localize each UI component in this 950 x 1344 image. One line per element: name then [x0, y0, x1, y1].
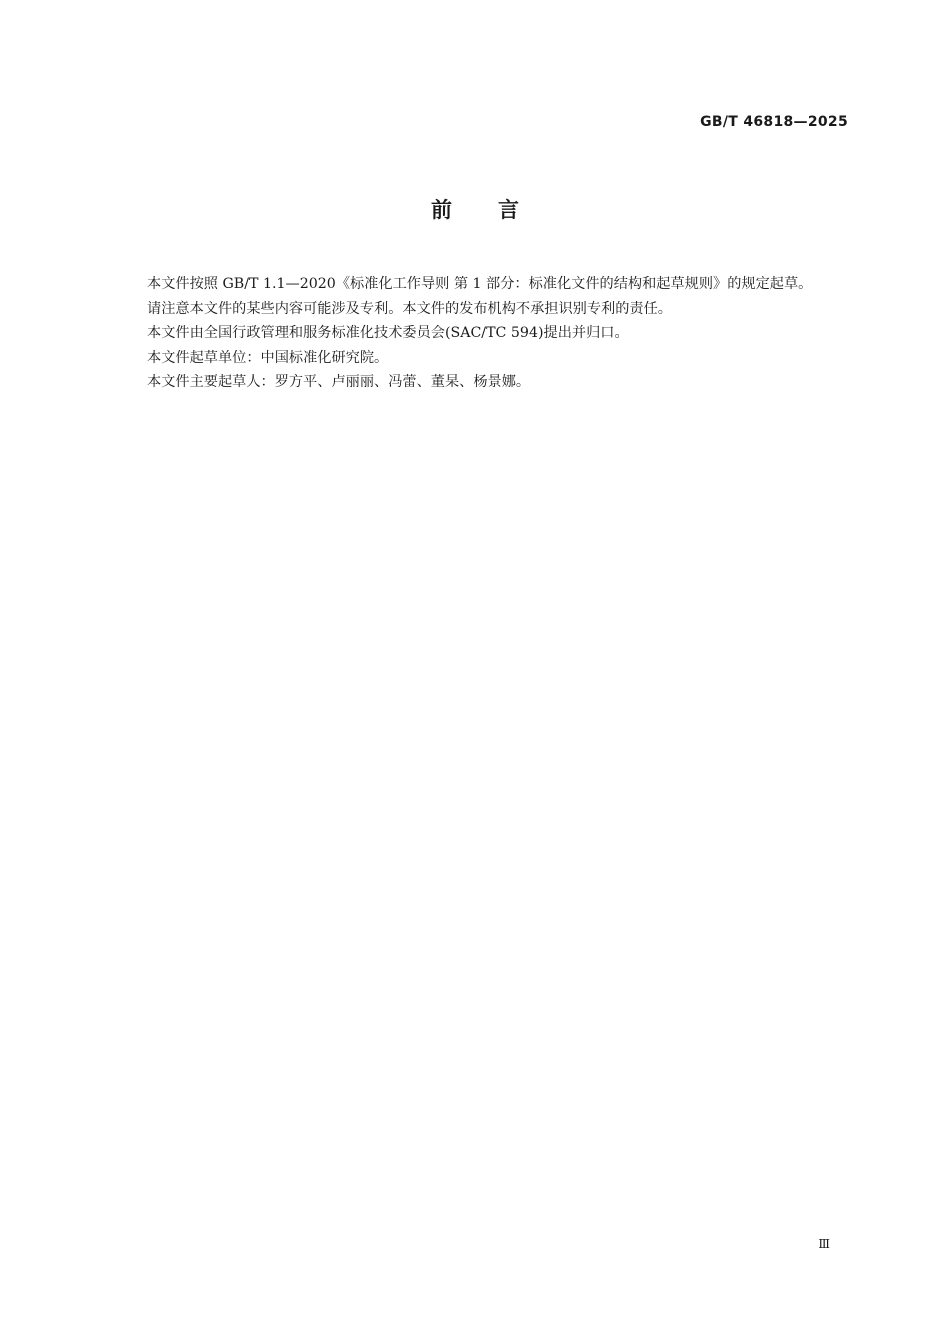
page-number: Ⅲ	[818, 1237, 830, 1251]
paragraph-patent-notice: 请注意本文件的某些内容可能涉及专利。本文件的发布机构不承担识别专利的责任。	[147, 300, 672, 317]
page-title: 前言	[431, 198, 565, 222]
standard-number: GB/T 46818—2025	[700, 114, 848, 130]
paragraph-drafters: 本文件主要起草人：罗方平、卢丽丽、冯蕾、董杲、杨景娜。	[147, 374, 531, 390]
foreword-body	[114, 272, 850, 395]
paragraph-drafting-rules: 本文件按照 GB/T 1.1—2020《标准化工作导则 第 1 部分：标准化文件的结构和起草规则》的规定起草。	[147, 276, 813, 292]
paragraph-proposer: 本文件由全国行政管理和服务标准化技术委员会(SAC/TC 594)提出并归口。	[147, 325, 629, 341]
paragraph-drafting-unit: 本文件起草单位：中国标准化研究院。	[147, 349, 389, 366]
